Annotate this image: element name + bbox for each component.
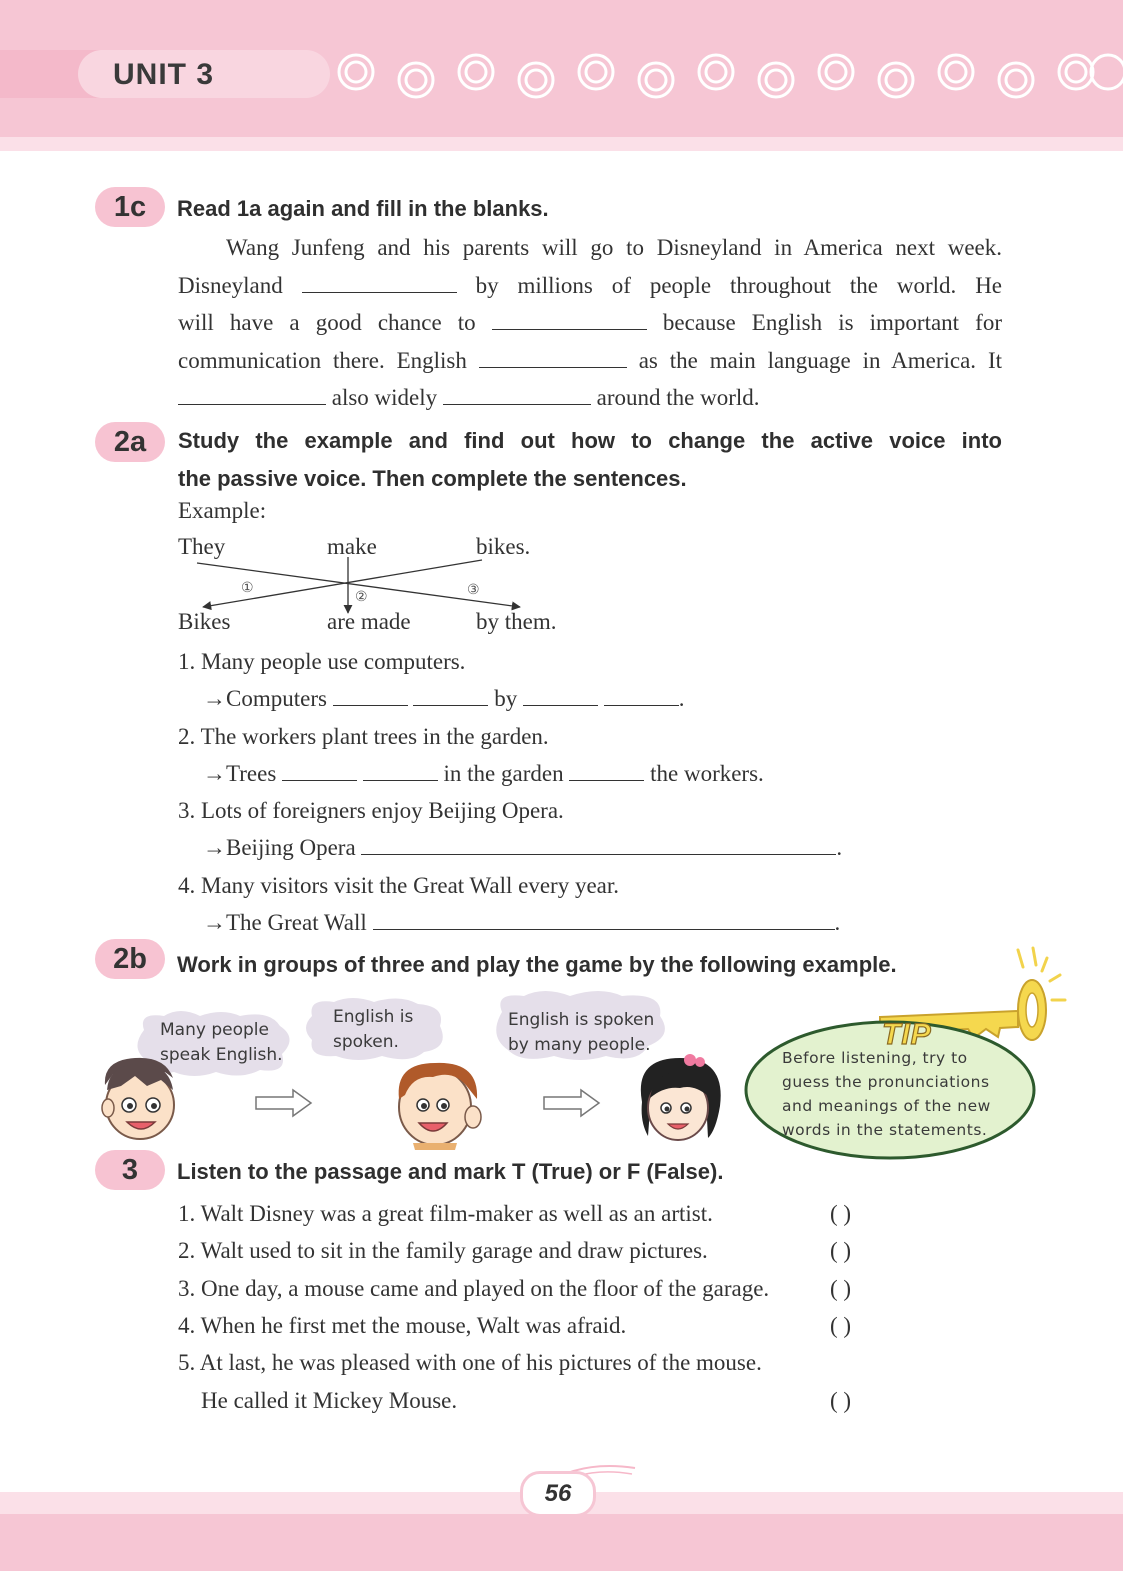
unit-title: UNIT 3 bbox=[113, 58, 215, 91]
answer-paren-1[interactable]: ( ) bbox=[830, 1201, 852, 1226]
example-num-2: ② bbox=[355, 590, 368, 605]
example-make: make bbox=[327, 534, 377, 559]
statement-2: 2. Walt used to sit in the family garage and draw pictures. bbox=[178, 1238, 708, 1263]
answer-paren-2[interactable]: ( ) bbox=[830, 1238, 852, 1263]
section-title-1c: Read 1a again and fill in the blanks. bbox=[177, 196, 549, 221]
example-num-3: ③ bbox=[467, 583, 480, 598]
section-badge-3: 3 bbox=[95, 1150, 165, 1190]
answer-line-3: →Beijing Opera . bbox=[203, 835, 843, 860]
passage-line-4: communication there. English as the main language in America. It bbox=[178, 348, 1002, 373]
section-title-2a-line2: the passive voice. Then complete the sentences. bbox=[178, 466, 687, 491]
answer-paren-3[interactable]: ( ) bbox=[830, 1276, 852, 1301]
blank[interactable] bbox=[604, 687, 679, 706]
statement-4: 4. When he first met the mouse, Walt was afraid. bbox=[178, 1313, 627, 1338]
footer-bar bbox=[0, 1514, 1123, 1571]
answer-line-4: →The Great Wall . bbox=[203, 910, 841, 935]
section-title-3: Listen to the passage and mark T (True) or F (False). bbox=[177, 1159, 724, 1184]
blank[interactable] bbox=[413, 687, 488, 706]
statement-5: 5. At last, he was pleased with one of his pictures of the mouse. bbox=[178, 1350, 762, 1375]
section-badge-2a: 2a bbox=[95, 422, 165, 462]
bubble-3-text: English is spoken by many people. bbox=[508, 1010, 655, 1055]
blank[interactable] bbox=[282, 762, 357, 781]
blank[interactable] bbox=[333, 687, 408, 706]
header-band bbox=[0, 137, 1123, 151]
arrow-right-icon bbox=[543, 1088, 601, 1118]
example-num-1: ① bbox=[241, 581, 254, 596]
section-title-2b: Work in groups of three and play the game by the following example. bbox=[177, 952, 897, 977]
statement-3: 3. One day, a mouse came and played on the floor of the garage. bbox=[178, 1276, 770, 1301]
bubble-2-text: English is spoken. bbox=[333, 1007, 414, 1052]
question-3: 3. Lots of foreigners enjoy Beijing Opera. bbox=[178, 798, 564, 823]
boy-2-avatar bbox=[385, 1055, 490, 1150]
girl-avatar bbox=[628, 1050, 733, 1145]
boy-1-avatar bbox=[95, 1050, 185, 1145]
section-badge-2b: 2b bbox=[95, 939, 165, 979]
question-1: 1. Many people use computers. bbox=[178, 649, 466, 674]
passage-line-5: also widely around the world. bbox=[178, 385, 760, 411]
passage-line-3: will have a good chance to because English is important for bbox=[178, 310, 1002, 335]
question-4: 4. Many visitors visit the Great Wall every year. bbox=[178, 873, 620, 898]
example-by-them: by them. bbox=[476, 609, 557, 634]
section-title-2a-line1: Study the example and find out how to change the active voice into bbox=[178, 428, 1002, 453]
passage-line-1: Wang Junfeng and his parents will go to Disneyland in America next week. bbox=[226, 235, 1002, 260]
blank[interactable] bbox=[479, 349, 627, 368]
example-are-made: are made bbox=[327, 609, 411, 634]
blank[interactable] bbox=[569, 762, 644, 781]
blank[interactable] bbox=[178, 386, 326, 405]
answer-paren-5[interactable]: ( ) bbox=[830, 1388, 852, 1413]
arrow-right-icon bbox=[255, 1088, 313, 1118]
section-badge-1c: 1c bbox=[95, 187, 165, 227]
example-bikes: bikes. bbox=[476, 534, 531, 559]
question-2: 2. The workers plant trees in the garden. bbox=[178, 724, 549, 749]
blank[interactable] bbox=[302, 274, 457, 293]
blank[interactable] bbox=[361, 836, 836, 855]
blank[interactable] bbox=[443, 386, 591, 405]
blank[interactable] bbox=[363, 762, 438, 781]
blank[interactable] bbox=[492, 311, 647, 330]
bubble-1-text: Many people speak English. bbox=[160, 1020, 283, 1065]
blank[interactable] bbox=[523, 687, 598, 706]
answer-paren-4[interactable]: ( ) bbox=[830, 1313, 852, 1338]
example-label: Example: bbox=[178, 498, 267, 523]
tip-label: TIP bbox=[882, 1018, 932, 1051]
decorative-rings bbox=[336, 50, 1123, 110]
statement-5-cont: He called it Mickey Mouse. bbox=[201, 1388, 458, 1413]
tip-text: Before listening, try to guess the pronunciations and meanings of the new words in the statements. bbox=[782, 1049, 991, 1139]
example-bikes-passive: Bikes bbox=[178, 609, 231, 634]
example-they: They bbox=[178, 534, 226, 559]
passage-line-2: Disneyland by millions of people throughout the world. He bbox=[178, 273, 1003, 298]
answer-line-2: →Trees in the garden the workers. bbox=[203, 761, 764, 786]
page-number: 56 bbox=[520, 1471, 596, 1517]
answer-line-1: →Computers by . bbox=[203, 686, 685, 711]
blank[interactable] bbox=[373, 911, 835, 930]
statement-1: 1. Walt Disney was a great film-maker as well as an artist. bbox=[178, 1201, 713, 1226]
